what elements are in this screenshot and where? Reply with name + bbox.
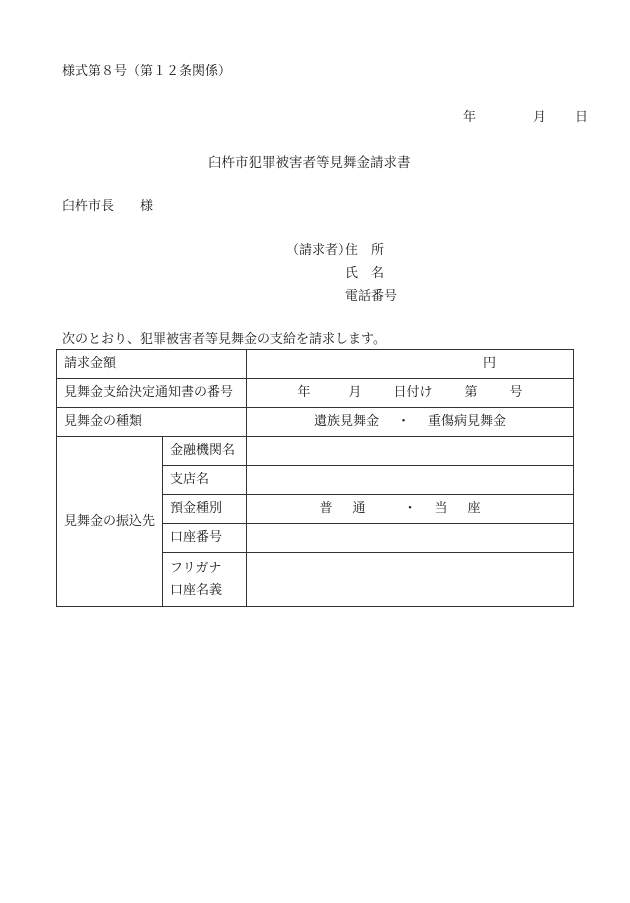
branch-label: 支店名 (163, 466, 247, 495)
table-row-amount (57, 350, 574, 379)
account-holder-label: 口座名義 (170, 582, 223, 598)
document-title: 臼杵市犯罪被害者等見舞金請求書 (208, 155, 411, 171)
account-number-label: 口座番号 (163, 524, 247, 553)
amount-field[interactable] (247, 350, 574, 379)
yen-unit: 円 (483, 356, 497, 371)
table-row-type (57, 408, 574, 437)
transfer-label: 見舞金の振込先 (57, 437, 163, 607)
name-label: 氏 名 (345, 266, 385, 281)
type-option-injury[interactable]: 重傷病見舞金 (428, 414, 507, 429)
notice-dated: 日付け (393, 385, 433, 400)
deposit-separator: ・ (403, 501, 417, 516)
notice-label: 見舞金支給決定通知書の番号 (57, 379, 247, 408)
notice-go: 号 (509, 385, 523, 400)
amount-label: 請求金額 (57, 350, 247, 379)
account-number-field[interactable] (247, 524, 574, 553)
deposit-option-ordinary[interactable]: 普通 (319, 501, 386, 516)
deposit-option-checking[interactable]: 当座 (434, 501, 501, 516)
furigana-label: フリガナ (170, 560, 222, 576)
type-label: 見舞金の種類 (57, 408, 247, 437)
notice-month: 月 (348, 385, 362, 400)
deposit-type-field[interactable] (247, 495, 574, 524)
addressee (62, 199, 153, 215)
addressee-name: 臼杵市長 (62, 199, 115, 214)
date-line (463, 110, 588, 126)
account-holder-field[interactable] (247, 553, 574, 607)
table-row-notice (57, 379, 574, 408)
claimant-label: （請求者） (286, 243, 352, 258)
notice-year: 年 (297, 385, 311, 400)
date-year-label: 年 (463, 110, 477, 125)
intro-text: 次のとおり、犯罪被害者等見舞金の支給を請求します。 (62, 332, 386, 347)
claim-table (56, 349, 574, 607)
addressee-honorific: 様 (140, 199, 154, 214)
form-number: 様式第８号（第１２条関係） (62, 64, 232, 79)
deposit-type-label: 預金種別 (163, 495, 247, 524)
date-month-label: 月 (533, 110, 547, 125)
table-row-bank (57, 437, 574, 466)
phone-label: 電話番号 (345, 289, 398, 304)
address-label: 住 所 (345, 243, 385, 258)
date-day-label: 日 (575, 110, 589, 125)
bank-name-label: 金融機関名 (163, 437, 247, 466)
branch-field[interactable] (247, 466, 574, 495)
notice-dai: 第 (464, 385, 478, 400)
notice-field[interactable] (247, 379, 574, 408)
type-option-bereaved[interactable]: 遺族見舞金 (313, 414, 379, 429)
holder-label (163, 553, 247, 607)
type-field[interactable] (247, 408, 574, 437)
bank-name-field[interactable] (247, 437, 574, 466)
type-separator: ・ (397, 414, 411, 429)
